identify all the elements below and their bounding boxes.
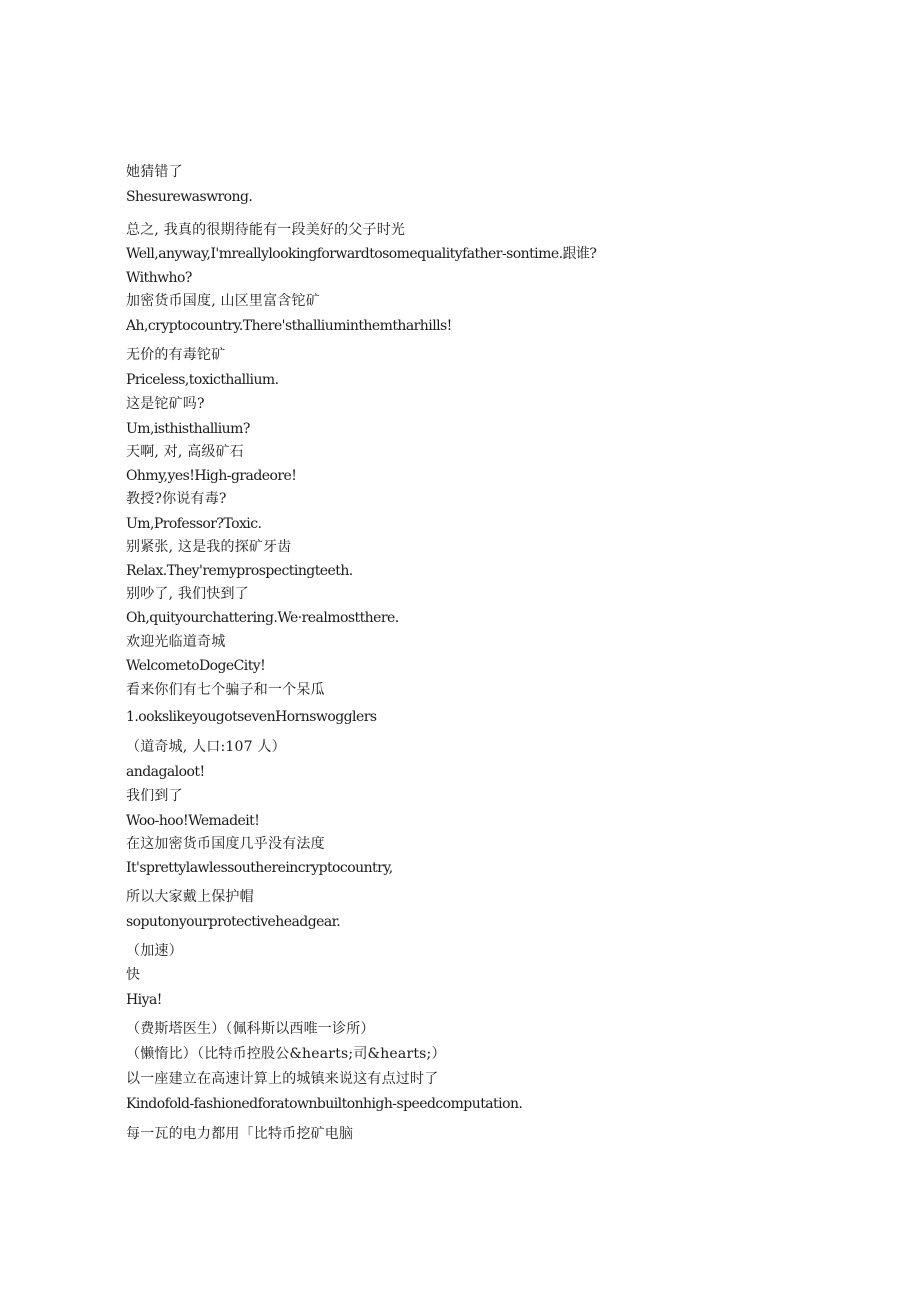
text-line-en: Ohmy,yes!High-gradeore! — [126, 468, 297, 484]
text-line-en: Ah,cryptocountry.There'sthalliuminthemtharhills! — [126, 318, 452, 334]
text-line-zh: 我们到了 — [126, 788, 183, 804]
text-line-zh: 快 — [126, 967, 141, 983]
text-line-en: Shesurewaswrong. — [126, 189, 253, 205]
text-line-en: Relax.They'remyprospectingteeth. — [126, 563, 353, 579]
text-line-zh: 总之, 我真的很期待能有一段美好的父子时光 — [126, 222, 406, 238]
text-line-zh: 所以大家戴上保护帽 — [126, 889, 254, 905]
text-line-zh: 无价的有毒铊矿 — [126, 347, 226, 363]
text-line-en: soputonyourprotectiveheadgear. — [126, 914, 341, 930]
text-line-en: Hiya! — [126, 992, 162, 1008]
text-line-en: Withwho? — [126, 270, 192, 286]
text-line-zh: 以一座建立在高速计算上的城镇来说这有点过时了 — [126, 1071, 439, 1087]
text-line-en: Oh,quityourchattering.We·realmostthere. — [126, 610, 399, 626]
text-line-zh: 欢迎光临道奇城 — [126, 634, 226, 650]
text-line-en: Um,Professor?Toxic. — [126, 516, 262, 532]
text-line-en: Um,isthisthallium? — [126, 421, 250, 437]
text-line-zh: 天啊, 对, 高级矿石 — [126, 444, 245, 460]
text-line-zh: （加速） — [126, 943, 183, 959]
text-line-zh: 每一瓦的电力都用「比特币挖矿电脑 — [126, 1126, 354, 1142]
text-line-zh: 教授?你说有毒? — [126, 491, 227, 507]
text-line-en: 1.ookslikeyougotsevenHornswogglers — [126, 709, 377, 725]
text-line-zh: （费斯塔医生）（佩科斯以西唯一诊所） — [126, 1021, 375, 1037]
text-line-en: Kindofold-fashionedforatownbuiltonhigh-speedcomputation. — [126, 1096, 523, 1112]
text-line-en: Priceless,toxicthallium. — [126, 372, 279, 388]
text-line-zh: 她猜错了 — [126, 164, 183, 180]
text-line-en: It'sprettylawlessouthereincryptocountry, — [126, 860, 393, 876]
text-line-zh: （懒惰比）（比特币控股公&hearts;司&hearts;） — [126, 1046, 446, 1062]
text-line-en: Well,anyway,I'mreallylookingforwardtosomequalityfather-sontime.跟谁? — [126, 246, 597, 262]
text-line-zh: （道奇城, 人口:107 人） — [126, 739, 286, 755]
text-line-en: andagaloot! — [126, 764, 205, 780]
text-line-zh: 别吵了, 我们快到了 — [126, 586, 249, 602]
text-line-zh: 这是铊矿吗? — [126, 396, 205, 412]
text-line-en: Woo-hoo!Wemadeit! — [126, 813, 260, 829]
text-line-en: WelcometoDogeCity! — [126, 658, 266, 674]
text-line-zh: 在这加密货币国度几乎没有法度 — [126, 836, 325, 852]
text-line-zh: 加密货币国度, 山区里富含铊矿 — [126, 293, 320, 309]
text-line-zh: 看来你们有七个骗子和一个呆瓜 — [126, 682, 325, 698]
text-line-zh: 别紧张, 这是我的探矿牙齿 — [126, 539, 292, 555]
